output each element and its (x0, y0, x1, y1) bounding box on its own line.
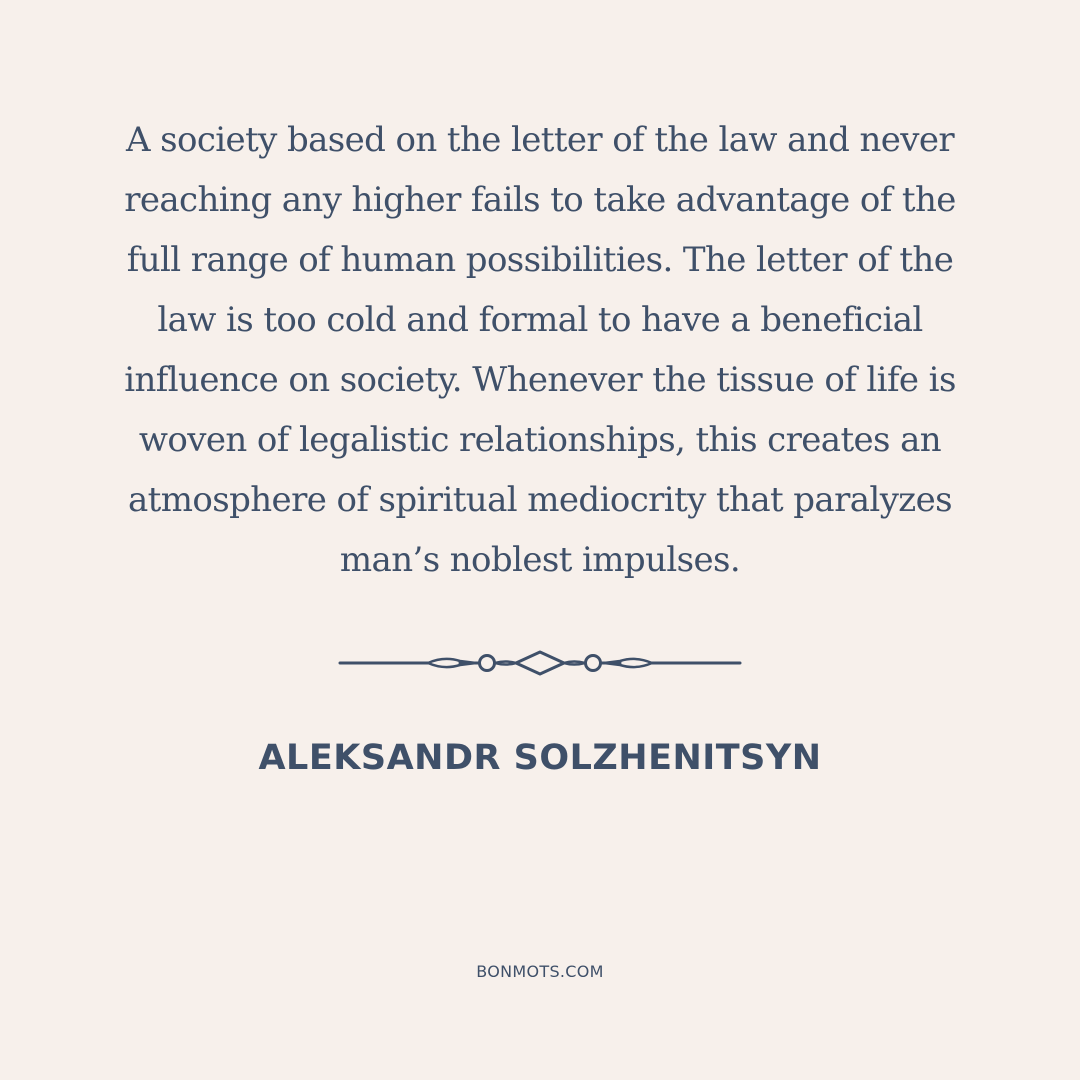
quote-text (100, 110, 980, 590)
quote-line: woven of legalistic relationships, this creates an (138, 420, 942, 460)
ornamental-divider-icon (336, 648, 744, 678)
author-name: ALEKSANDR SOLZHENITSYN (258, 738, 822, 778)
quote-line: A society based on the letter of the law and never (125, 120, 955, 160)
quote-line: influence on society. Whenever the tissue of life is (124, 360, 956, 400)
quote-line: atmosphere of spiritual mediocrity that paralyzes (128, 480, 952, 520)
site-credit: BONMOTS.COM (476, 962, 604, 981)
quote-line: man’s noblest impulses. (339, 540, 741, 580)
quote-line: law is too cold and formal to have a beneficial (157, 300, 923, 340)
quote-line: reaching any higher fails to take advantage of the (124, 180, 956, 220)
quote-line: full range of human possibilities. The letter of the (126, 240, 954, 280)
